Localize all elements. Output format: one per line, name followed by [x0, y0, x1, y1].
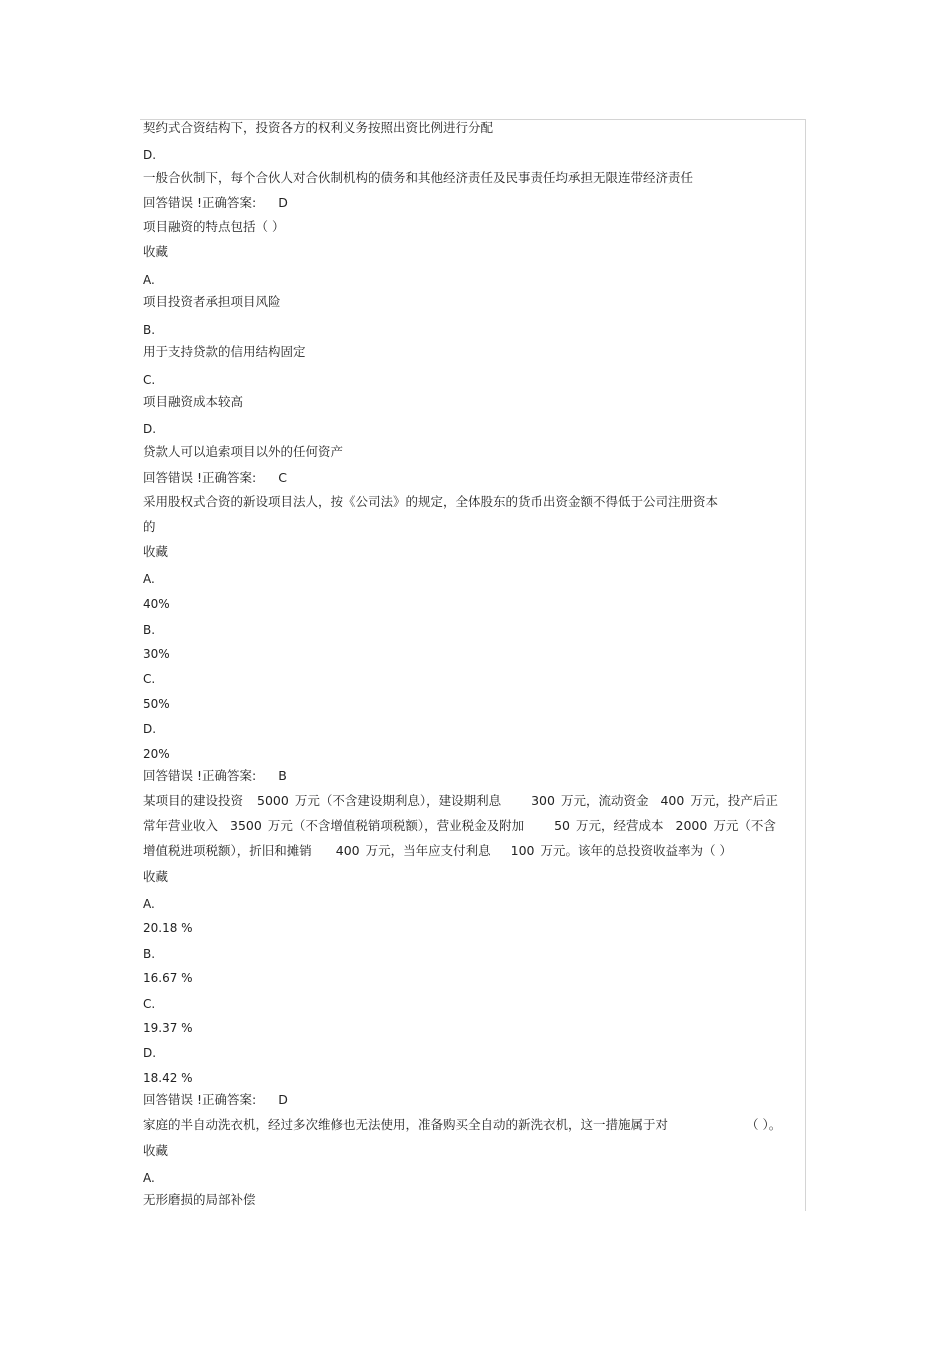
question-fragment: 万元，流动资金	[560, 793, 649, 808]
option-letter: C.	[143, 672, 156, 686]
answer-label: 回答错误 !正确答案:	[143, 768, 257, 783]
question-fragment: 万元，当年应支付利息	[365, 843, 491, 858]
option-text[interactable]: 项目投资者承担项目风险	[143, 294, 281, 309]
question-number: 300	[531, 793, 555, 808]
answer-feedback	[143, 1092, 288, 1108]
question-text	[143, 818, 776, 834]
option-letter: B.	[143, 323, 156, 337]
question-number: 400	[660, 793, 685, 808]
option-letter: A.	[143, 273, 155, 287]
option-text[interactable]: 18.42 %	[143, 1071, 193, 1085]
answer-label: 回答错误 !正确答案:	[143, 1092, 257, 1107]
option-text: 一般合伙制下，每个合伙人对合伙制机构的债务和其他经济责任及民事责任均承担无限连带经济责任	[143, 170, 694, 185]
favorite-link[interactable]: 收藏	[143, 1143, 169, 1158]
question-fragment: 万元（不含建设期利息），建设期利息	[294, 793, 502, 808]
option-letter: D.	[143, 1046, 157, 1060]
question-number: 100	[510, 843, 535, 858]
answer-label: 回答错误 !正确答案:	[143, 470, 257, 485]
question-fragment: 万元，经营成本	[576, 818, 664, 833]
question-text	[143, 843, 732, 859]
question-text	[143, 1117, 781, 1133]
question-fragment: （ ）。	[746, 1117, 782, 1132]
option-text: 契约式合资结构下，投资各方的权利义务按照出资比例进行分配	[143, 120, 494, 135]
option-text[interactable]: 用于支持贷款的信用结构固定	[143, 344, 306, 359]
option-letter: B.	[143, 947, 156, 961]
answer-feedback	[143, 470, 287, 486]
favorite-link[interactable]: 收藏	[143, 869, 169, 884]
option-text[interactable]: 19.37 %	[143, 1021, 193, 1035]
question-number: 5000	[257, 793, 289, 808]
question-text: 的	[143, 519, 156, 534]
option-text[interactable]: 20%	[143, 747, 170, 761]
option-letter: A.	[143, 1171, 155, 1185]
question-text: 采用股权式合资的新设项目法人，按《公司法》的规定，全体股东的货币出资金额不得低于公司注册资本	[143, 494, 719, 509]
favorite-link[interactable]: 收藏	[143, 544, 169, 559]
option-text[interactable]: 贷款人可以追索项目以外的任何资产	[143, 444, 344, 459]
correct-answer: D	[278, 195, 288, 210]
option-letter: C.	[143, 373, 156, 387]
favorite-link[interactable]: 收藏	[143, 244, 169, 259]
question-fragment: 万元。该年的总投资收益率为（ ）	[540, 843, 732, 858]
option-text[interactable]: 50%	[143, 697, 170, 711]
question-number: 3500	[230, 818, 262, 833]
option-text[interactable]: 16.67 %	[143, 971, 193, 985]
content-frame	[140, 119, 806, 1211]
option-text[interactable]: 项目融资成本较高	[143, 394, 244, 409]
option-text[interactable]: 40%	[143, 597, 170, 611]
answer-label: 回答错误 !正确答案:	[143, 195, 257, 210]
option-text[interactable]: 无形磨损的局部补偿	[143, 1192, 256, 1207]
option-letter: D.	[143, 722, 157, 736]
question-text: 项目融资的特点包括（ ）	[143, 219, 285, 234]
correct-answer: D	[278, 1092, 288, 1107]
question-fragment: 家庭的半自动洗衣机，经过多次维修也无法使用，准备购买全自动的新洗衣机，这一措施属于对	[143, 1117, 669, 1132]
question-fragment: 常年营业收入	[143, 818, 219, 833]
answer-feedback	[143, 195, 288, 211]
option-text[interactable]: 20.18 %	[143, 921, 193, 935]
question-number: 2000	[675, 818, 708, 833]
question-fragment: 某项目的建设投资	[143, 793, 244, 808]
correct-answer: B	[278, 768, 287, 783]
option-letter: C.	[143, 997, 156, 1011]
question-fragment: 万元，投产后正	[690, 793, 778, 808]
question-fragment: 万元（不含	[713, 818, 776, 833]
option-letter: A.	[143, 897, 155, 911]
option-letter: D.	[143, 148, 157, 162]
option-letter: D.	[143, 422, 157, 436]
question-text	[143, 793, 778, 809]
answer-feedback	[143, 768, 287, 784]
question-number: 400	[335, 843, 360, 858]
correct-answer: C	[278, 470, 287, 485]
option-letter: B.	[143, 623, 156, 637]
question-fragment: 增值税进项税额），折旧和摊销	[143, 843, 312, 858]
option-text[interactable]: 30%	[143, 647, 170, 661]
option-letter: A.	[143, 572, 155, 586]
question-number: 50	[554, 818, 570, 833]
question-fragment: 万元（不含增值税销项税额），营业税金及附加	[267, 818, 525, 833]
